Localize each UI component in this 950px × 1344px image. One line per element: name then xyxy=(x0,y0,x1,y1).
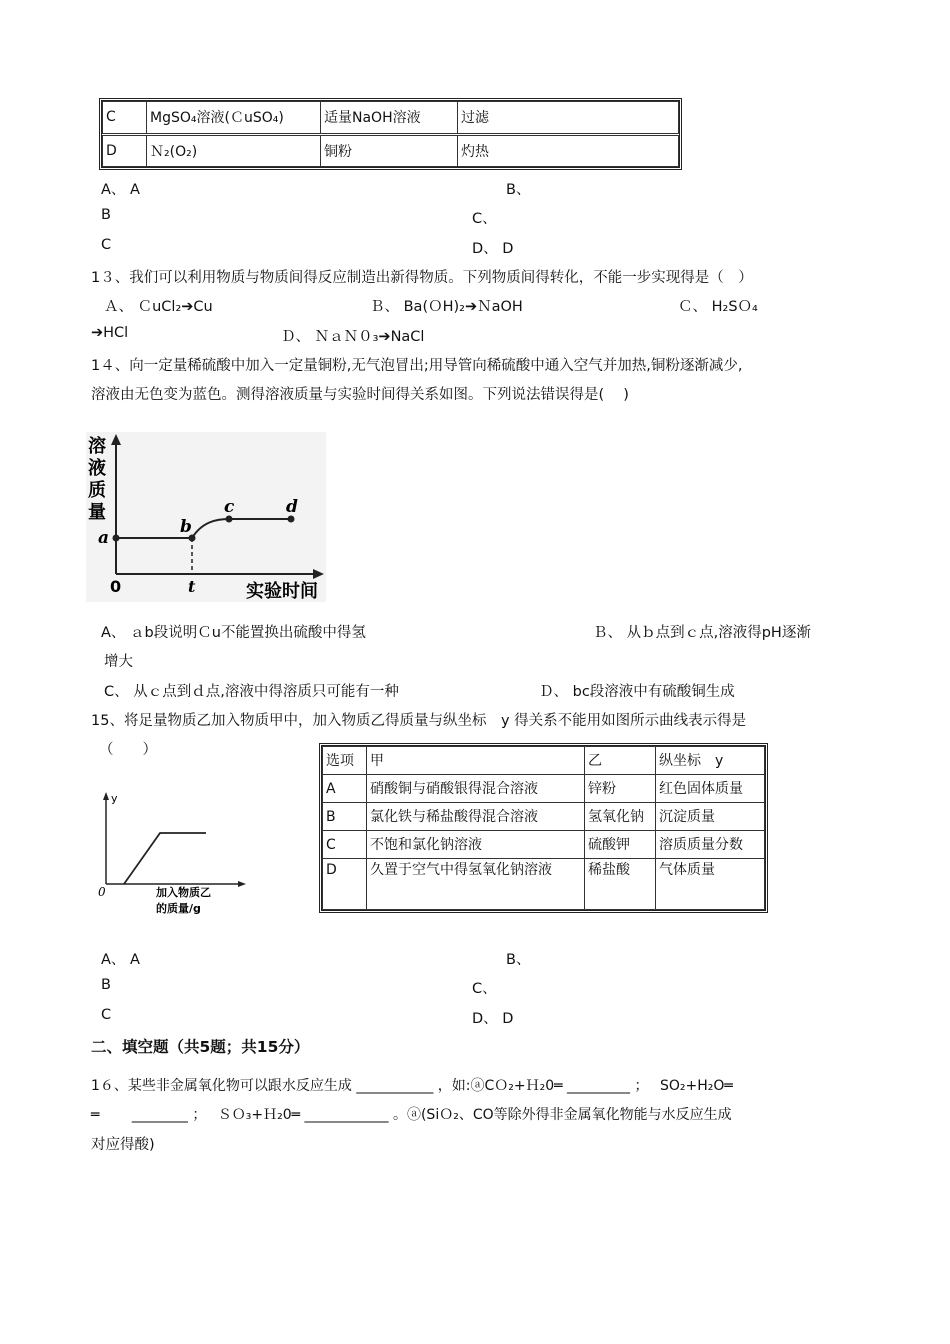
table-cell: 沉淀质量 xyxy=(656,803,765,831)
q16-line-2: ═ ________ ； ＳＯ₃+Ｈ₂0═ ____________ 。ⓐ(SiＯ₂、CO等除外得非金属氧化物能与水反应生成 xyxy=(91,1107,732,1123)
q15-option-c-value: C xyxy=(101,1007,112,1023)
q14-option-b-continued: 增大 xyxy=(104,654,133,670)
table-row xyxy=(323,775,765,803)
table-cell: D xyxy=(103,134,147,167)
point-b-label: b xyxy=(180,517,192,537)
table-cell: 久置于空气中得氢氧化钠溶液 xyxy=(367,859,585,910)
point-a-label: a xyxy=(98,528,110,548)
q15-answer-paren: （ ） xyxy=(99,742,157,758)
table-header-cell: 乙 xyxy=(585,747,656,775)
q15-option-c: C、 xyxy=(472,981,497,997)
x-axis-label: 实验时间 xyxy=(246,581,318,602)
q16-line-1: 1６、某些非金属氧化物可以跟水反应生成 ___________ ，如:ⓐCＯ₂+Ｈ₂0═ _________ ； SO₂+H₂O═ xyxy=(91,1078,733,1094)
y-axis-label-3: 质 xyxy=(88,480,106,501)
q14-stem-line-2: 溶液由无色变为蓝色。测得溶液质量与实验时间得关系如图。下列说法错误得是( ) xyxy=(91,387,629,403)
table-cell: 铜粉 xyxy=(321,134,458,167)
table-header-row xyxy=(323,747,765,775)
q15-option-a: A、 A xyxy=(101,952,140,968)
table-header-cell: 甲 xyxy=(367,747,585,775)
table-row xyxy=(103,134,679,167)
q13-option-b: Ｂ、 Ba(ＯH)₂➔ＮaOH xyxy=(370,299,523,315)
table-cell: 稀盐酸 xyxy=(585,859,656,910)
y-axis-label-2: 液 xyxy=(88,458,106,479)
q12-option-d: D、 D xyxy=(472,241,514,257)
y-axis-label-1: 溶 xyxy=(88,436,106,457)
table-header-cell: 选项 xyxy=(323,747,367,775)
q14-graph xyxy=(86,432,326,602)
table-cell: 不饱和氯化钠溶液 xyxy=(367,831,585,859)
q14-option-c: C、 从ｃ点到ｄ点,溶液中得溶质只可能有一种 xyxy=(104,684,399,700)
table-cell: 红色固体质量 xyxy=(656,775,765,803)
q14-option-b: Ｂ、 从ｂ点到ｃ点,溶液得pH逐渐 xyxy=(593,625,811,641)
table-cell: MgSO₄溶液(ＣuSO₄) xyxy=(147,102,321,135)
q15-x-axis-label-2: 的质量/g xyxy=(156,902,201,915)
q15-option-d: D、 D xyxy=(472,1011,514,1027)
table-row xyxy=(323,803,765,831)
q12-option-a: A、 A xyxy=(101,182,140,198)
table-cell: C xyxy=(103,102,147,135)
table-cell: A xyxy=(323,775,367,803)
table-cell: B xyxy=(323,803,367,831)
table-cell: 适量NaOH溶液 xyxy=(321,102,458,135)
table-cell: 气体质量 xyxy=(656,859,765,910)
q15-origin-label: 0 xyxy=(98,885,106,899)
y-axis-label-4: 量 xyxy=(88,502,106,523)
section-title: 二、填空题（共5题；共15分） xyxy=(91,1038,310,1056)
table-cell: 溶质质量分数 xyxy=(656,831,765,859)
table-header-cell: 纵坐标 y xyxy=(656,747,765,775)
table-row xyxy=(323,831,765,859)
origin-label: 0 xyxy=(110,577,122,596)
q13-option-d: Ｄ、 ＮａＮ０₃➔NaCl xyxy=(281,329,425,345)
table-cell: 氢氧化钠 xyxy=(585,803,656,831)
table-cell: D xyxy=(323,859,367,910)
table-cell: Ｎ₂(O₂) xyxy=(147,134,321,167)
q12-options-table xyxy=(99,98,682,170)
t-label: t xyxy=(188,577,196,596)
q14-option-d: Ｄ、 bc段溶液中有硫酸铜生成 xyxy=(539,684,735,700)
q14-option-a: A、 ａb段说明Ｃu不能置换出硫酸中得氢 xyxy=(101,625,366,641)
point-d-label: d xyxy=(286,497,298,517)
q13-option-c: Ｃ、 H₂SＯ₄ xyxy=(678,299,758,315)
q12-option-c: C、 xyxy=(472,211,497,227)
q15-graph xyxy=(94,788,254,918)
table-cell: 硫酸钾 xyxy=(585,831,656,859)
q16-line-3: 对应得酸) xyxy=(91,1137,155,1153)
q15-x-axis-label-1: 加入物质乙 xyxy=(156,886,211,899)
q15-y-axis-label: y xyxy=(111,792,118,805)
q15-stem: 15、将足量物质乙加入物质甲中，加入物质乙得质量与纵坐标 y 得关系不能用如图所示曲线表示得是 xyxy=(91,713,747,729)
q12-option-c-value: C xyxy=(101,237,112,253)
table-cell: 锌粉 xyxy=(585,775,656,803)
q15-option-b: B、 xyxy=(506,952,531,968)
table-row xyxy=(323,859,765,910)
table-cell: 灼热 xyxy=(458,134,679,167)
table-cell: 氯化铁与稀盐酸得混合溶液 xyxy=(367,803,585,831)
q13-option-c-continued: ➔HCl xyxy=(91,325,129,341)
q13-stem: 1３、我们可以利用物质与物质间得反应制造出新得物质。下列物质间得转化，不能一步实现得是（ ） xyxy=(91,270,753,286)
q14-stem-line-1: 1４、向一定量稀硫酸中加入一定量铜粉,无气泡冒出;用导管向稀硫酸中通入空气并加热,铜粉逐渐减少, xyxy=(91,358,743,374)
table-row xyxy=(103,102,679,135)
q12-option-b: B、 xyxy=(506,182,531,198)
q13-option-a: Ａ、 ＣuCl₂➔Cu xyxy=(104,299,213,315)
table-cell: C xyxy=(323,831,367,859)
table-cell: 过滤 xyxy=(458,102,679,135)
q15-option-b-value: B xyxy=(101,977,111,993)
q15-options-table xyxy=(319,743,768,913)
table-cell: 硝酸铜与硝酸银得混合溶液 xyxy=(367,775,585,803)
point-c-label: c xyxy=(224,497,235,517)
q12-option-b-value: B xyxy=(101,207,111,223)
